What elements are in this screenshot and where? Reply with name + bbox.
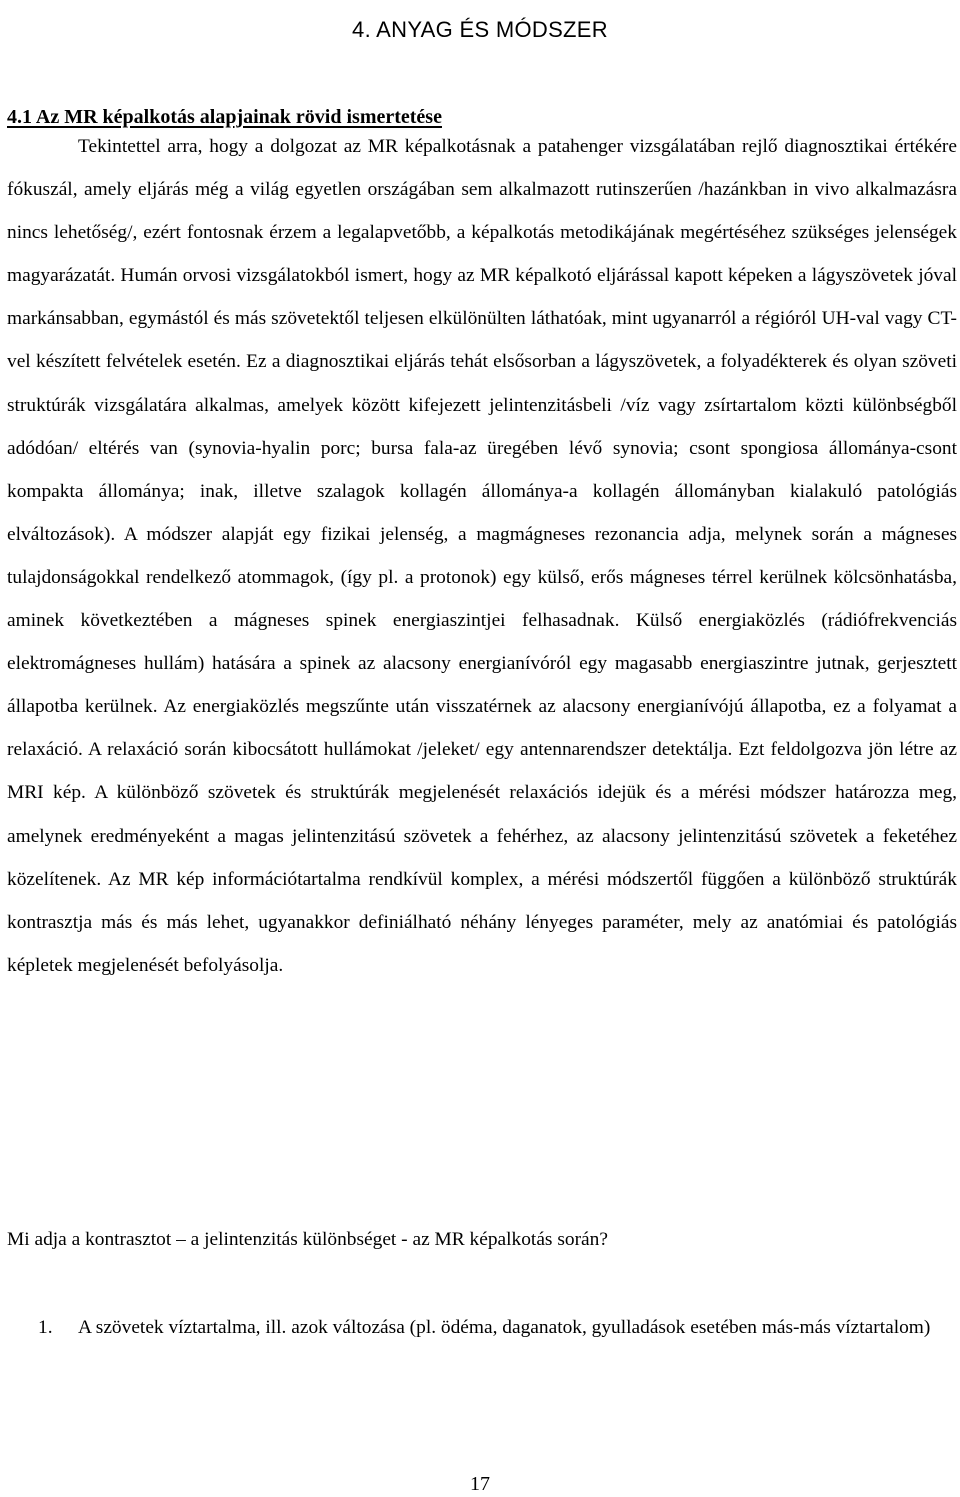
list-item-number: 1. (38, 1317, 53, 1338)
numbered-list (0, 1306, 957, 1349)
question-text: Mi adja a kontrasztot – a jelintenzitás különbséget - az MR képalkotás során? (7, 1229, 608, 1250)
body-paragraph (7, 125, 957, 987)
page-number: 17 (470, 1473, 490, 1495)
section-title: 4.1 Az MR képalkotás alapjainak rövid ismertetése (7, 105, 442, 128)
body-paragraph-text: Tekintettel arra, hogy a dolgozat az MR képalkotásnak a patahenger vizsgálatában rejlő diagnosztikai értékére fókuszál, amely eljárás még a világ egyetlen országában sem alkalmazott rutinszerűen /hazánkban in vivo alkalmazásra nincs lehetőség/, ezért fontosnak érzem a legalapvetőbb, a képalkotás metodikájának megértéséhez szükséges jelenségek magyarázatát. Humán orvosi vizsgálatokból ismert, hogy az MR képalkotó eljárással kapott képeken a lágyszövetek jóval markánsabban, egymástól és más szövetektől teljesen elkülönülten láthatóak, mint ugyanarról a régióról UH-val vagy CT-vel készített felvételek esetén. Ez a diagnosztikai eljárás tehát elsősorban a lágyszövetek, a folyadékterek és olyan szöveti struktúrák vizsgálatára alkalmas, amelyek között kifejezett jelintenzitásbeli /víz vagy zsírtartalom közti különbségből adódóan/ eltérés van (synovia-hyalin porc; bursa fala-az üregében lévő synovia; csont spongiosa állománya-csont kompakta állománya; inak, illetve szalagok kollagén állománya-a kollagén állományban kialakuló patológiás elváltozások). A módszer alapját egy fizikai jelenség, a magmágneses rezonancia adja, melynek során a mágneses tulajdonságokkal rendelkező atommagok, (így pl. a protonok) egy külső, erős mágneses térrel kerülnek kölcsönhatásba, aminek következtében a mágneses spinek energiaszintjei felhasadnak. Külső energiaközlés (rádiófrekvenciás elektromágneses hullám) hatására a spinek az alacsony energianívóról egy magasabb energiaszintre jutnak, gerjesztett állapotba kerülnek. Az energiaközlés megszűnte után visszatérnek az alacsony energianívójú állapotba, ez a folyamat a relaxáció. A relaxáció során kibocsátott hullámokat /jeleket/ egy antennarendszer detektálja. Ezt feldolgozva jön létre az MRI kép. A különböző szövetek és struktúrák megjelenését relaxációs idejük és a mérési módszer határozza meg, amelynek eredményeként a magas jelintenzitású szövetek a fehérhez, az alacsony jelintenzitású szövetek a feketéhez közelítenek. Az MR kép információtartalma rendkívül komplex, a mérési módszertől függően a különböző struktúrák kontrasztja más és más lehet, ugyanakkor definiálható néhány lényeges paraméter, mely az anatómiai és patológiás képletek megjelenését befolyásolja. (7, 136, 957, 976)
chapter-title: 4. ANYAG ÉS MÓDSZER (352, 16, 608, 42)
list-item (0, 1306, 957, 1349)
list-item-text: A szövetek víztartalma, ill. azok változása (pl. ödéma, daganatok, gyulladások esetében más-más víztartalom) (78, 1317, 931, 1338)
